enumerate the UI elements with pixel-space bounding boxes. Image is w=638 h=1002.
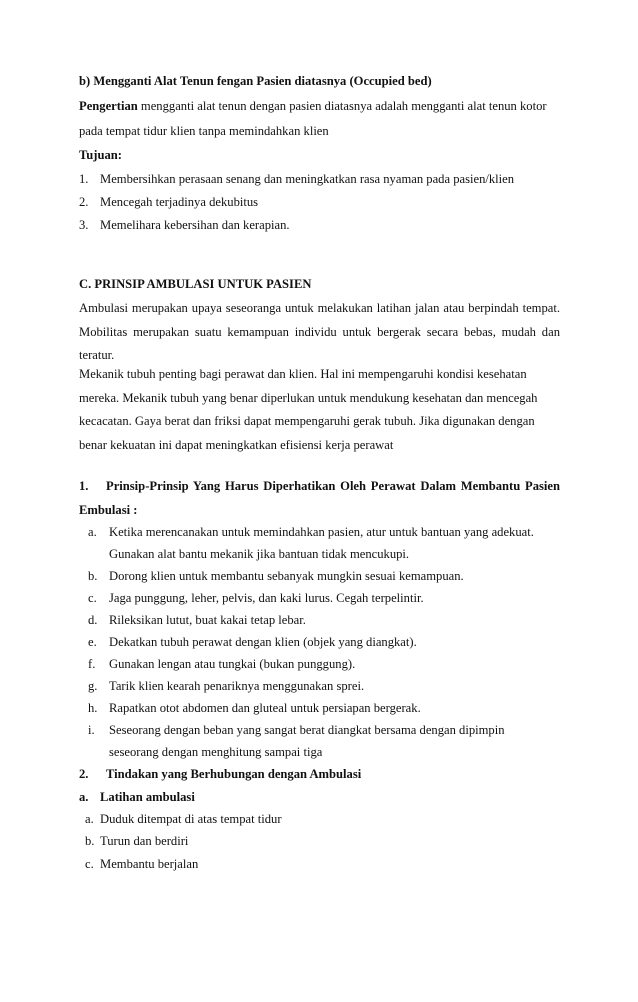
list-item-cont: seseorang dengan menghitung sampai tiga — [109, 745, 323, 759]
list-letter: c. — [85, 857, 94, 871]
list-letter: d. — [88, 613, 98, 627]
paragraph-line: benar kekuatan ini dapat meningkatkan efisiensi kerja perawat — [79, 438, 394, 452]
list-item: Duduk ditempat di atas tempat tidur — [100, 812, 282, 826]
paragraph-line: mereka. Mekanik tubuh yang benar diperlukan untuk mendukung kesehatan dan mencegah — [79, 391, 538, 405]
section-2-number: 2. — [79, 767, 89, 781]
list-item: Rileksikan lutut, buat kakai tetap lebar. — [109, 613, 306, 627]
paragraph-line: Mobilitas merupakan suatu kemampuan individu untuk bergerak secara bebas, mudah dan — [79, 325, 560, 339]
section-1-heading: Prinsip-Prinsip Yang Harus Diperhatikan Oleh Perawat Dalam Membantu Pasien — [106, 479, 560, 493]
list-letter: f. — [88, 657, 96, 671]
paragraph-line: kecacatan. Gaya berat dan friksi dapat mempengaruhi gerak tubuh. Jika digunakan dengan — [79, 414, 535, 428]
list-item: Membantu berjalan — [100, 857, 199, 871]
list-item: Gunakan lengan atau tungkai (bukan punggung). — [109, 657, 356, 671]
goals-label: Tujuan: — [79, 148, 122, 162]
list-item: Turun dan berdiri — [100, 834, 189, 848]
list-letter: b. — [88, 569, 98, 583]
section-1-number: 1. — [79, 479, 89, 493]
definition-text: mengganti alat tenun dengan pasien diatasnya adalah mengganti alat tenun kotor — [140, 99, 547, 113]
list-letter: a. — [88, 525, 97, 539]
list-item: Dekatkan tubuh perawat dengan klien (objek yang diangkat). — [109, 635, 417, 649]
goal-text: Mencegah terjadinya dekubitus — [100, 195, 259, 209]
list-letter: i. — [88, 723, 95, 737]
list-item: Rapatkan otot abdomen dan gluteal untuk persiapan bergerak. — [109, 701, 421, 715]
list-letter: b. — [85, 834, 95, 848]
goal-num: 2. — [79, 195, 89, 209]
list-letter: g. — [88, 679, 98, 693]
list-item: Tarik klien kearah penariknya menggunakan sprei. — [109, 679, 365, 693]
list-item: Jaga punggung, leher, pelvis, dan kaki lurus. Cegah terpelintir. — [109, 591, 424, 605]
definition-line-2: pada tempat tidur klien tanpa memindahkan klien — [79, 124, 329, 138]
paragraph-line: teratur. — [79, 348, 115, 362]
goal-num: 1. — [79, 172, 89, 186]
list-letter: c. — [88, 591, 97, 605]
goal-text: Membersihkan perasaan senang dan meningkatkan rasa nyaman pada pasien/klien — [100, 172, 515, 186]
subsection-heading: Latihan ambulasi — [100, 790, 195, 804]
list-item: Seseorang dengan beban yang sangat berat diangkat bersama dengan dipimpin — [109, 723, 505, 737]
goal-text: Memelihara kebersihan dan kerapian. — [100, 218, 290, 232]
section-2-heading: Tindakan yang Berhubungan dengan Ambulasi — [106, 767, 362, 781]
list-item-cont: Gunakan alat bantu mekanik jika bantuan tidak mencukupi. — [109, 547, 410, 561]
list-letter: h. — [88, 701, 98, 715]
subsection-letter: a. — [79, 790, 89, 804]
paragraph-line: Mekanik tubuh penting bagi perawat dan klien. Hal ini mempengaruhi kondisi kesehatan — [79, 367, 527, 381]
definition-term: Pengertian — [79, 99, 138, 113]
paragraph-line: Ambulasi merupakan upaya seseoranga untuk melakukan latihan jalan atau berpindah tempat. — [79, 301, 560, 315]
section-c-heading: C. PRINSIP AMBULASI UNTUK PASIEN — [79, 277, 312, 291]
section-b-heading: b) Mengganti Alat Tenun fengan Pasien diatasnya (Occupied bed) — [79, 74, 432, 88]
list-letter: e. — [88, 635, 97, 649]
list-item: Dorong klien untuk membantu sebanyak mungkin sesuai kemampuan. — [109, 569, 464, 583]
list-item: Ketika merencanakan untuk memindahkan pasien, atur untuk bantuan yang adekuat. — [109, 525, 534, 539]
section-1-heading-cont: Embulasi : — [79, 503, 138, 517]
goal-num: 3. — [79, 218, 89, 232]
definition-line-1 — [79, 98, 547, 114]
list-letter: a. — [85, 812, 94, 826]
